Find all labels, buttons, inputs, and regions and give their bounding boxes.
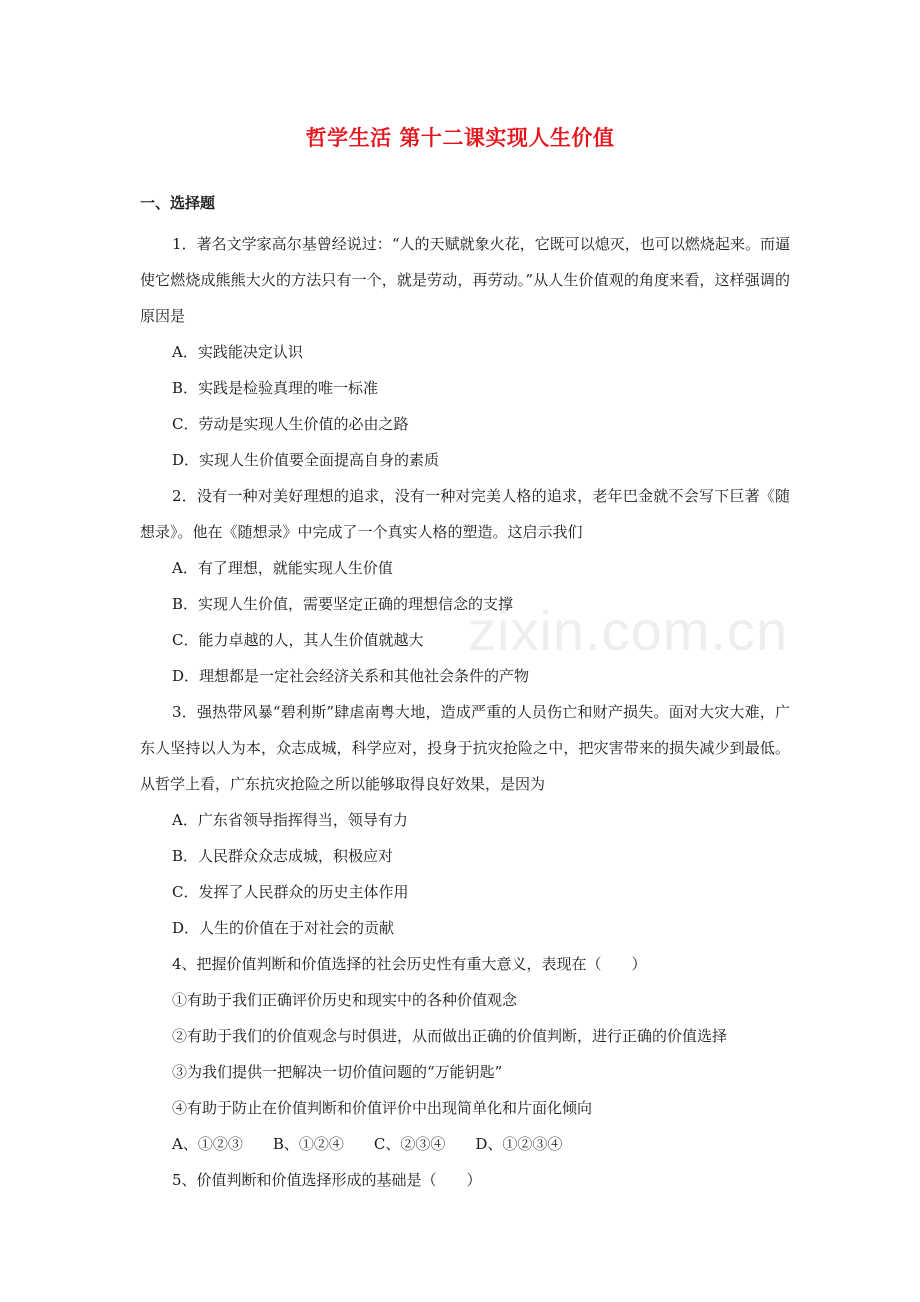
question-1-option-d: D．实现人生价值要全面提高自身的素质 — [172, 451, 440, 469]
question-4-statement-1: ①有助于我们正确评价历史和现实中的各种价值观念 — [172, 991, 518, 1009]
question-3-option-d: D．人生的价值在于对社会的贡献 — [172, 919, 395, 937]
question-5-stem: 5、价值判断和价值选择形成的基础是（ ） — [172, 1171, 482, 1189]
document-title: 哲学生活 第十二课实现人生价值 — [305, 125, 615, 150]
question-2-option-d: D．理想都是一定社会经济关系和其他社会条件的产物 — [172, 667, 530, 685]
question-3-stem: 3．强热带风暴“碧利斯”肆虐南粤大地，造成严重的人员伤亡和财产损失。面对大灾大难，广东人坚持以人为本，众志成城，科学应对，投身于抗灾抢险之中，把灾害带来的损失减少到最低。从哲学上看，广东抗灾抢险之所以能够取得良好效果，是因为 — [140, 703, 790, 793]
question-2-stem: 2．没有一种对美好理想的追求，没有一种对完美人格的追求，老年巴金就不会写下巨著《随想录》。他在《随想录》中完成了一个真实人格的塑造。这启示我们 — [140, 487, 790, 541]
question-1-option-a: A．实践能决定认识 — [172, 343, 303, 361]
question-1-option-b: B．实践是检验真理的唯一标准 — [172, 379, 379, 397]
question-3-option-a: A．广东省领导指挥得当，领导有力 — [172, 811, 408, 829]
question-2-option-b: B．实现人生价值，需要坚定正确的理想信念的支撑 — [172, 595, 514, 613]
section-heading: 一、选择题 — [140, 194, 216, 212]
question-4-options: A、①②③ B、①②④ C、②③④ D、①②③④ — [172, 1135, 563, 1153]
document-body — [140, 226, 790, 1198]
question-2-option-c: C．能力卓越的人，其人生价值就越大 — [172, 631, 424, 649]
question-3-option-b: B．人民群众众志成城，积极应对 — [172, 847, 394, 865]
question-3-option-c: C．发挥了人民群众的历史主体作用 — [172, 883, 409, 901]
question-4-statement-3: ③为我们提供一把解决一切价值问题的“万能钥匙” — [172, 1063, 503, 1081]
watermark: zixin.com.cn — [468, 599, 789, 662]
question-1-option-c: C．劳动是实现人生价值的必由之路 — [172, 415, 409, 433]
question-1-stem: 1．著名文学家高尔基曾经说过：“人的天赋就象火花，它既可以熄灭，也可以燃烧起来。而逼使它燃烧成熊熊大火的方法只有一个，就是劳动，再劳动。”从人生价值观的角度来看，这样强调的原因是 — [140, 235, 790, 325]
question-4-statement-2: ②有助于我们的价值观念与时俱进，从而做出正确的价值判断，进行正确的价值选择 — [172, 1027, 728, 1045]
question-4-statement-4: ④有助于防止在价值判断和价值评价中出现简单化和片面化倾向 — [172, 1099, 593, 1117]
question-4-stem: 4、把握价值判断和价值选择的社会历史性有重大意义，表现在（ ） — [172, 955, 647, 973]
question-2-option-a: A．有了理想，就能实现人生价值 — [172, 559, 393, 577]
